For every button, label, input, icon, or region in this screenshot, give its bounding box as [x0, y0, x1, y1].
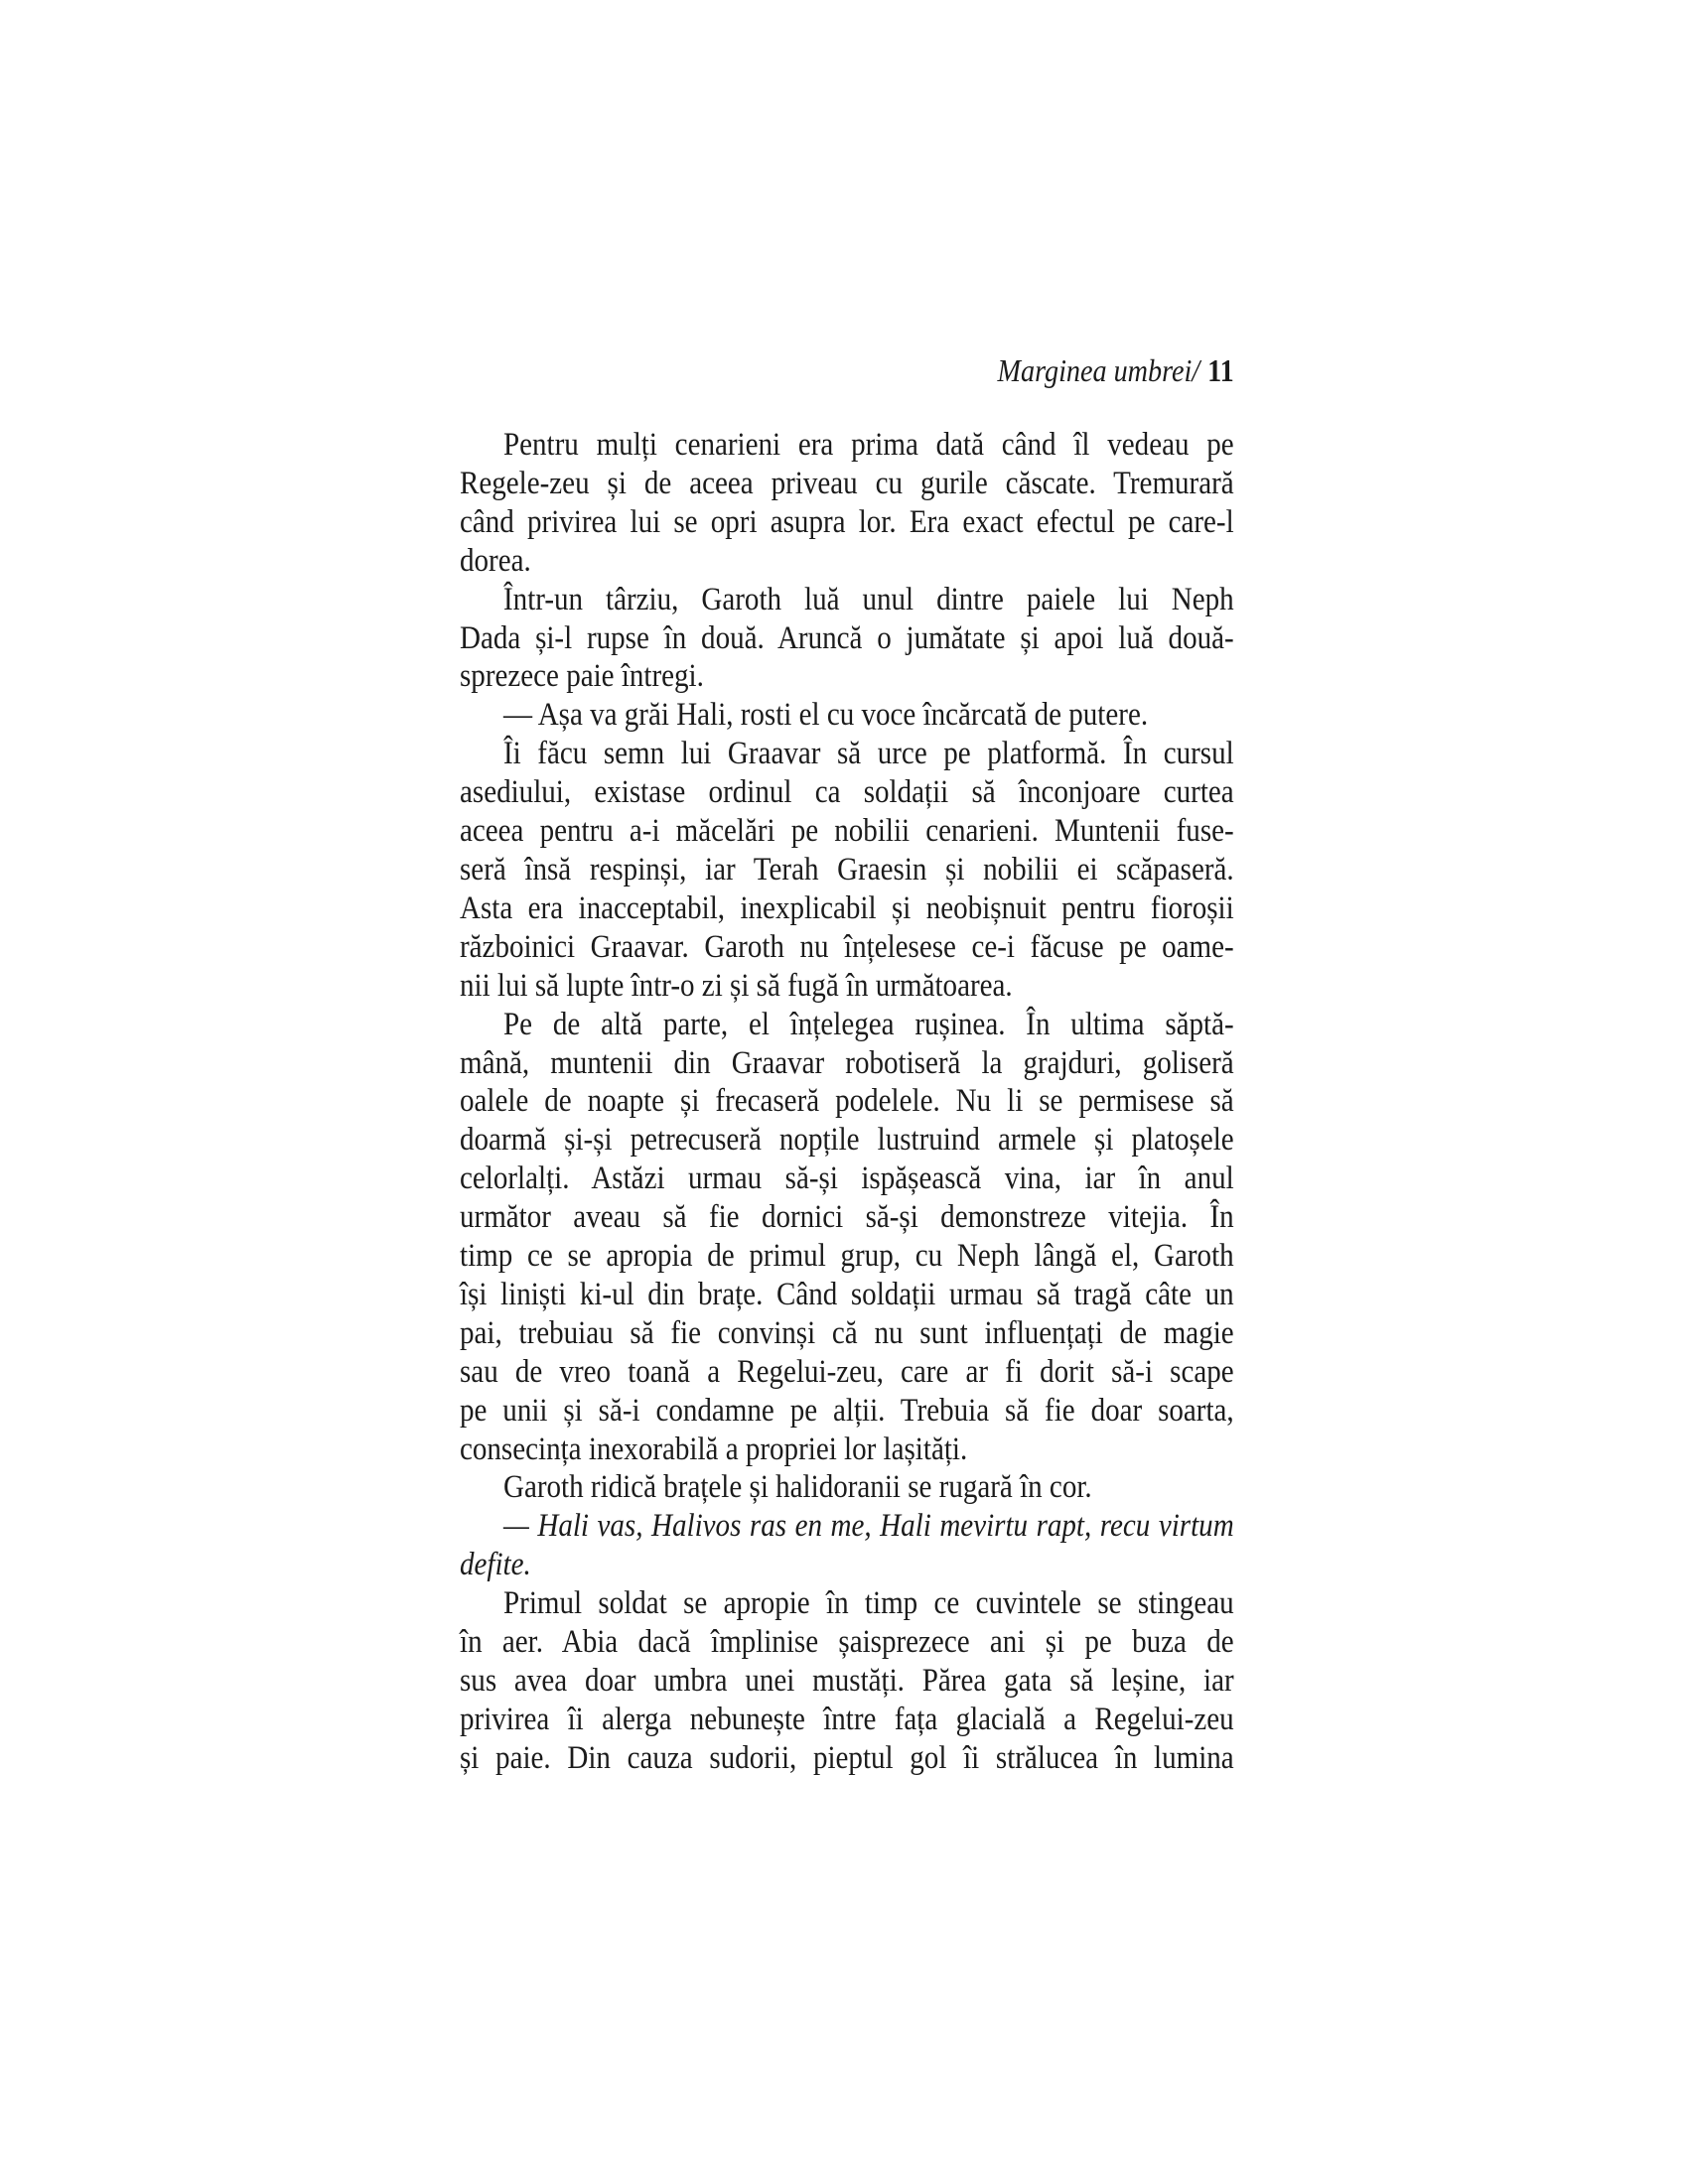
text-line: războinici Graavar. Garoth nu înțelesese ce-i făcuse pe oame- [460, 928, 1234, 965]
text-line: seră însă respinși, iar Terah Graesin și nobilii ei scăpaseră. [460, 851, 1234, 887]
header-separator: / [1192, 352, 1200, 388]
text-line: când privirea lui se opri asupra lor. Era exact efectul pe care-l [460, 503, 1234, 540]
text-line: aceea pentru a-i măcelări pe nobilii cenarieni. Muntenii fuse- [460, 813, 1234, 850]
text-line: în aer. Abia dacă împlinise șaisprezece ani și pe buza de [460, 1624, 1234, 1661]
book-title: Marginea umbrei [997, 352, 1193, 388]
text-line: Pe de altă parte, el înțelegea rușinea. În ultima săptă- [503, 1006, 1234, 1042]
text-line: celorlalți. Astăzi urmau să-și ispășească vina, iar în anul [460, 1160, 1234, 1197]
text-line: sus avea doar umbra unei mustăți. Părea gata să leșine, iar [460, 1663, 1234, 1699]
text-line: următor aveau să fie dornici să-și demonstreze vitejia. În [460, 1199, 1234, 1236]
text-line: defite. [460, 1547, 531, 1583]
page-body [460, 426, 1234, 1778]
text-line: mână, muntenii din Graavar robotiseră la grajduri, goliseră [460, 1044, 1234, 1081]
text-line: și paie. Din cauza sudorii, pieptul gol îi strălucea în lumina [460, 1739, 1234, 1776]
text-line: dorea. [460, 542, 531, 579]
text-line: Pentru mulți cenarieni era prima dată când îl vedeau pe [503, 427, 1234, 463]
text-block [460, 351, 1234, 1778]
text-line: consecința inexorabilă a propriei lor lașități. [460, 1431, 968, 1467]
text-line: Dada și-l rupse în două. Aruncă o jumătate și apoi luă două- [460, 619, 1234, 656]
text-line: privirea îi alerga nebunește între fața glacială a Regelui-zeu [460, 1701, 1234, 1737]
text-line: — Așa va grăi Hali, rosti el cu voce încărcată de putere. [503, 697, 1149, 734]
text-line: — Hali vas, Halivos ras en me, Hali mevirtu rapt, recu virtum [503, 1508, 1234, 1545]
text-line: Într-un târziu, Garoth luă unul dintre paiele lui Neph [503, 581, 1234, 617]
text-line: timp ce se apropia de primul grup, cu Neph lângă el, Garoth [460, 1238, 1234, 1275]
text-line: Primul soldat se apropie în timp ce cuvintele se stingeau [503, 1585, 1234, 1622]
text-line: Garoth ridică brațele și halidoranii se rugară în cor. [503, 1469, 1092, 1506]
text-line: pe unii și să-i condamne pe alții. Trebuia să fie doar soarta, [460, 1392, 1234, 1429]
text-line: Regele-zeu și de aceea priveau cu gurile căscate. Tremurară [460, 465, 1234, 501]
running-header [460, 351, 1234, 389]
text-line: Asta era inacceptabil, inexplicabil și neobișnuit pentru fioroșii [460, 889, 1234, 926]
text-line: sprezece paie întregi. [460, 658, 704, 695]
text-line: își liniști ki-ul din brațe. Când soldații urmau să tragă câte un [460, 1276, 1234, 1312]
text-line: oalele de noapte și frecaseră podelele. Nu li se permisese să [460, 1083, 1234, 1120]
text-line: doarmă și-și petrecuseră nopțile lustruind armele și platoșele [460, 1122, 1234, 1159]
text-line: pai, trebuiau să fie convinși că nu sunt influențați de magie [460, 1314, 1234, 1351]
text-line: nii lui să lupte într-o zi și să fugă în următoarea. [460, 967, 1013, 1004]
text-line: sau de vreo toană a Regelui-zeu, care ar fi dorit să-i scape [460, 1353, 1234, 1390]
page-number: 11 [1207, 352, 1234, 388]
text-line: Îi făcu semn lui Graavar să urce pe platformă. În cursul [503, 736, 1234, 772]
text-line: asediului, existase ordinul ca soldații să înconjoare curtea [460, 774, 1234, 811]
